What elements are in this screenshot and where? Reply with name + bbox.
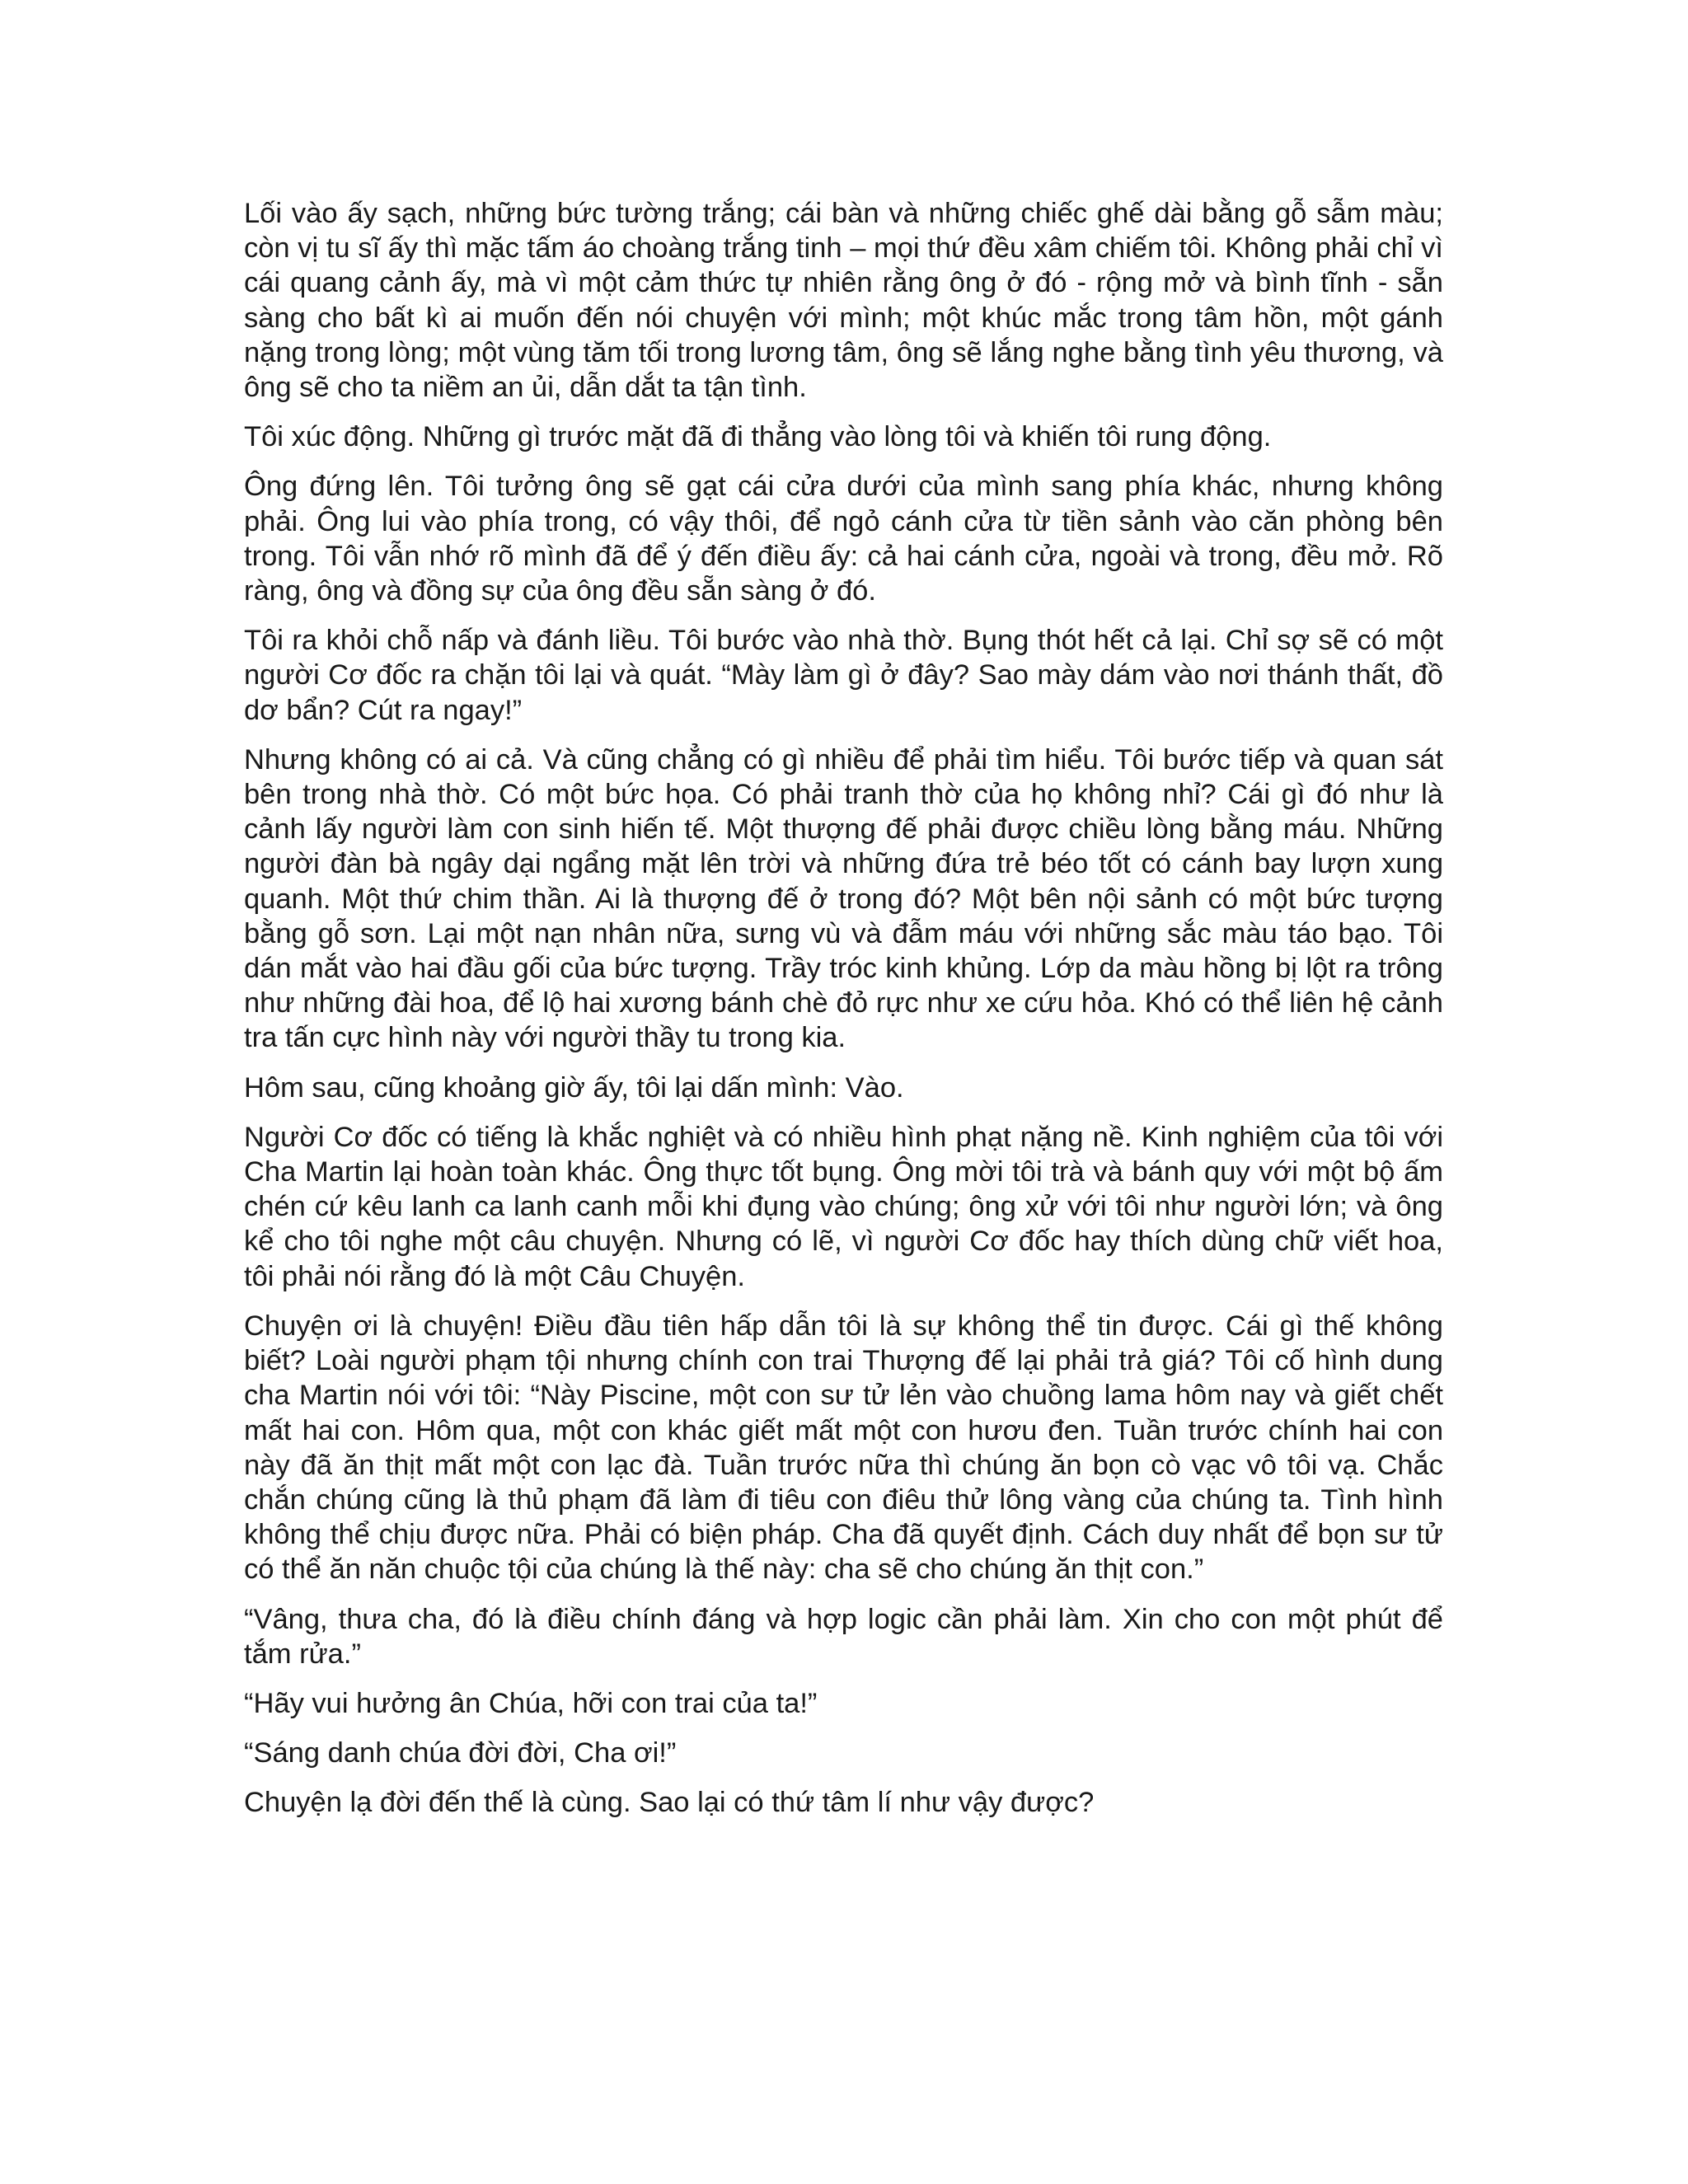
paragraph-4: Tôi ra khỏi chỗ nấp và đánh liều. Tôi bước vào nhà thờ. Bụng thót hết cả lại. Chỉ sợ sẽ có một người Cơ đốc ra chặn tôi lại và quát. “Mày làm gì ở đây? Sao mày dám vào nơi thánh thất, đồ dơ bẩn? Cút ra ngay!”	[244, 625, 1443, 726]
paragraph-8: Chuyện ơi là chuyện! Điều đầu tiên hấp dẫn tôi là sự không thể tin được. Cái gì thế không biết? Loài người phạm tội nhưng chính con trai Thượng đế lại phải trả giá? Tôi cố hình dung cha Martin nói với tôi: “Này Piscine, một con sư tử lẻn vào chuồng lama hôm nay và giết chết mất hai con. Hôm qua, một con khác giết mất một con hươu đen. Tuần trước chính hai con này đã ăn thịt mất một con lạc đà. Tuần trước nữa thì chúng ăn bọn cò vạc vô tôi vạ. Chắc chắn chúng cũng là thủ phạm đã làm đi tiêu con điêu thử lông vàng của chúng ta. Tình hình không thể chịu được nữa. Phải có biện pháp. Cha đã quyết định. Cách duy nhất để bọn sư tử có thể ăn năn chuộc tội của chúng là thế này: cha sẽ cho chúng ăn thịt con.”	[244, 1310, 1443, 1586]
paragraph-3: Ông đứng lên. Tôi tưởng ông sẽ gạt cái cửa dưới của mình sang phía khác, nhưng không phải. Ông lui vào phía trong, có vậy thôi, để ngỏ cánh cửa từ tiền sảnh vào căn phòng bên trong. Tôi vẫn nhớ rõ mình đã để ý đến điều ấy: cả hai cánh cửa, ngoài và trong, đều mở. Rõ ràng, ông và đồng sự của ông đều sẵn sàng ở đó.	[244, 471, 1443, 607]
body-text	[244, 196, 1443, 1835]
paragraph-12: Chuyện lạ đời đến thế là cùng. Sao lại có thứ tâm lí như vậy được?	[244, 1787, 1095, 1819]
paragraph-10: “Hãy vui hưởng ân Chúa, hỡi con trai của ta!”	[244, 1687, 818, 1719]
paragraph-6: Hôm sau, cũng khoảng giờ ấy, tôi lại dấn mình: Vào.	[244, 1071, 904, 1104]
paragraph-2: Tôi xúc động. Những gì trước mặt đã đi thẳng vào lòng tôi và khiến tôi rung động.	[244, 421, 1272, 453]
paragraph-7: Người Cơ đốc có tiếng là khắc nghiệt và có nhiều hình phạt nặng nề. Kinh nghiệm của tôi với Cha Martin lại hoàn toàn khác. Ông thực tốt bụng. Ông mời tôi trà và bánh quy với một bộ ấm chén cứ kêu lanh ca lanh canh mỗi khi đụng vào chúng; ông xử với tôi như người lớn; và ông kể cho tôi nghe một câu chuyện. Nhưng có lẽ, vì người Cơ đốc hay thích dùng chữ viết hoa, tôi phải nói rằng đó là một Câu Chuyện.	[244, 1121, 1443, 1292]
paragraph-11: “Sáng danh chúa đời đời, Cha ơi!”	[244, 1737, 677, 1769]
paragraph-9: “Vâng, thưa cha, đó là điều chính đáng và hợp logic cần phải làm. Xin cho con một phút để tắm rửa.”	[244, 1603, 1443, 1670]
paragraph-1: Lối vào ấy sạch, những bức tường trắng; cái bàn và những chiếc ghế dài bằng gỗ sẫm màu; còn vị tu sĩ ấy thì mặc tấm áo choàng trắng tinh – mọi thứ đều xâm chiếm tôi. Không phải chỉ vì cái quang cảnh ấy, mà vì một cảm thức tự nhiên rằng ông ở đó - rộng mở và bình tĩnh - sẵn sàng cho bất kì ai muốn đến nói chuyện với mình; một khúc mắc trong tâm hồn, một gánh nặng trong lòng; một vùng tăm tối trong lương tâm, ông sẽ lắng nghe bằng tình yêu thương, và ông sẽ cho ta niềm an ủi, dẫn dắt ta tận tình.	[244, 198, 1443, 404]
paragraph-5: Nhưng không có ai cả. Và cũng chẳng có gì nhiều để phải tìm hiểu. Tôi bước tiếp và quan sát bên trong nhà thờ. Có một bức họa. Có phải tranh thờ của họ không nhỉ? Cái gì đó như là cảnh lấy người làm con sinh hiến tế. Một thượng đế phải được chiều lòng bằng máu. Những người đàn bà ngây dại ngẩng mặt lên trời và những đứa trẻ béo tốt có cánh bay lượn xung quanh. Một thứ chim thần. Ai là thượng đế ở trong đó? Một bên nội sảnh có một bức tượng bằng gỗ sơn. Lại một nạn nhân nữa, sưng vù và đẫm máu với những sắc màu táo bạo. Tôi dán mắt vào hai đầu gối của bức tượng. Trầy tróc kinh khủng. Lớp da màu hồng bị lột ra trông như những đài hoa, để lộ hai xương bánh chè đỏ rực như xe cứu hỏa. Khó có thể liên hệ cảnh tra tấn cực hình này với người thầy tu trong kia.	[244, 743, 1443, 1054]
